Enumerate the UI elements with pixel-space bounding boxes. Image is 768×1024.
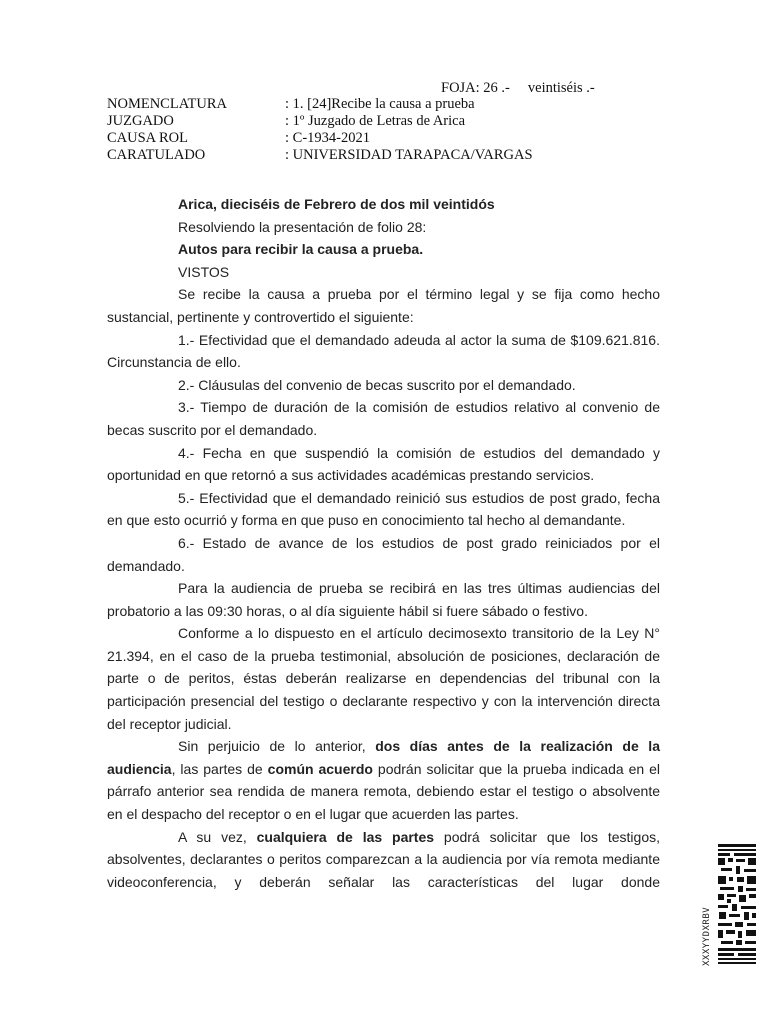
case-metadata <box>107 96 533 164</box>
paragraph-se-recibe: Se recibe la causa a prueba por el término legal y se fija como hecho sustancial, pertinente y controvertido el siguiente: <box>107 286 660 325</box>
fact-2: 2.- Cláusulas del convenio de becas suscrito por el demandado. <box>178 376 576 393</box>
metadata-row-juzgado <box>107 113 533 130</box>
metadata-key: JUZGADO <box>107 113 174 129</box>
foja-words: veintiséis .- <box>527 80 595 96</box>
metadata-row-causa-rol <box>107 130 533 147</box>
fact-6: 6.- Estado de avance de los estudios de post grado reiniciados por el demandado. <box>107 534 660 574</box>
barcode-icon <box>716 842 758 966</box>
metadata-row-caratulado <box>107 147 533 164</box>
text-run: A su vez, <box>178 828 247 845</box>
bold-run: cualquiera de las partes <box>256 828 435 845</box>
metadata-key: CAUSA ROL <box>107 130 188 146</box>
metadata-value: : C-1934-2021 <box>285 130 370 146</box>
metadata-key: NOMENCLATURA <box>107 96 228 112</box>
text-run: podrá solicitar que los testigos, absolventes, declarantes o peritos comparezcan a la audiencia por vía remota mediante videoconferencia, y deberán señalar las características del lugar donde <box>107 828 660 890</box>
paragraph-autos: Autos para recibir la causa a prueba. <box>178 241 424 258</box>
fact-5: 5.- Efectividad que el demandado reinició sus estudios de post grado, fecha en que esto ocurrió y forma en que puso en conocimiento tal hecho al demandante. <box>107 489 660 529</box>
paragraph-sin-perjuicio <box>107 735 660 825</box>
fact-1: 1.- Efectividad que el demandado adeuda al actor la suma de $109.621.816. Circunstancia de ello. <box>107 331 660 371</box>
paragraph-vistos: VISTOS <box>178 263 230 280</box>
bold-run: común acuerdo <box>267 760 373 777</box>
fact-3: 3.- Tiempo de duración de la comisión de estudios relativo al convenio de becas suscrito por el demandado. <box>107 399 660 438</box>
fact-4: 4.- Fecha en que suspendió la comisión de estudios del demandado y oportunidad en que retornó a sus actividades académicas prestando servicios. <box>107 444 660 484</box>
foja-number: FOJA: 26 .- <box>441 80 510 96</box>
resolution-body <box>107 193 660 893</box>
text-run: , las partes de <box>171 760 263 777</box>
paragraph-a-su-vez <box>107 826 660 894</box>
bold-run: dos días antes de la realización de la audiencia <box>107 738 660 777</box>
foja-line <box>441 80 595 97</box>
paragraph-audiencia: Para la audiencia de prueba se recibirá en las tres últimas audiencias del probatorio a las 09:30 horas, o al día siguiente hábil si fuere sábado o festivo. <box>107 580 660 619</box>
paragraph-resolviendo: Resolviendo la presentación de folio 28: <box>178 218 427 235</box>
text-run: podrán solicitar que la prueba indicada en el párrafo anterior sea rendida de manera remota, debiendo estar el testigo o absolvente en el despacho del receptor o en el lugar que acuerden las partes. <box>107 760 661 823</box>
paragraph-conforme: Conforme a lo dispuesto en el artículo decimosexto transitorio de la Ley N° 21.394, en el caso de la prueba testimonial, absolución de posiciones, declaración de parte o de peritos, éstas deberán realizarse en dependencias del tribunal con la participación presencial del testigo o declarante respectivo y con la intervención directa del receptor judicial. <box>107 625 660 732</box>
barcode-code: XXXYYDXRBV <box>702 906 712 966</box>
metadata-value: : 1. [24]Recibe la causa a prueba <box>285 96 475 112</box>
metadata-value: : UNIVERSIDAD TARAPACA/VARGAS <box>285 147 533 163</box>
text-run: Sin perjuicio de lo anterior, <box>178 738 366 755</box>
metadata-row-nomenclatura <box>107 96 533 113</box>
metadata-value: : 1º Juzgado de Letras de Arica <box>285 113 466 129</box>
metadata-key: CARATULADO <box>107 147 206 163</box>
date-line: Arica, dieciséis de Febrero de dos mil veintidós <box>178 196 495 212</box>
